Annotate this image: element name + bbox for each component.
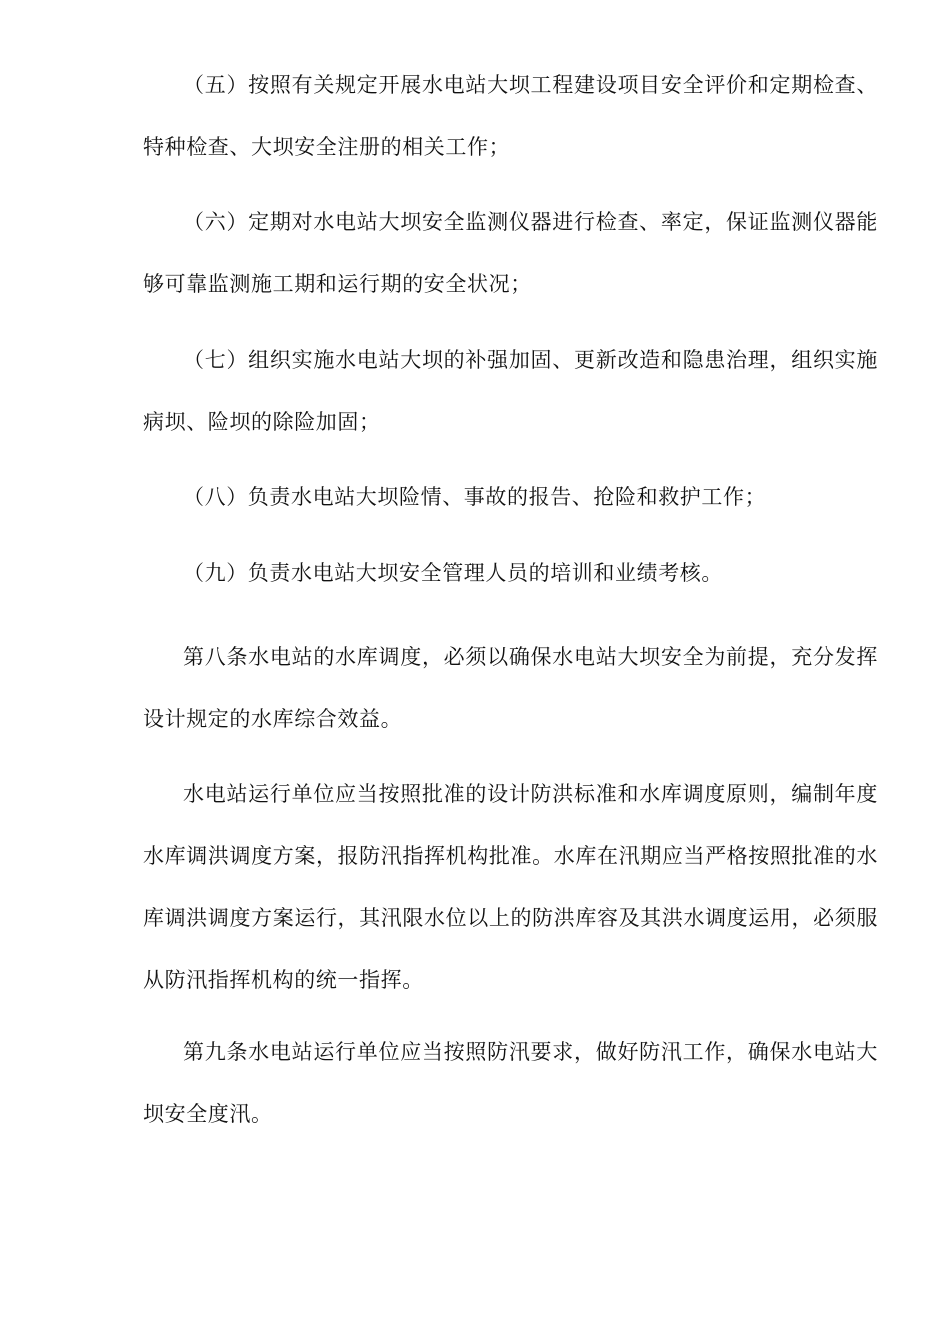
paragraph-article-8-detail: 水电站运行单位应当按照批准的设计防洪标准和水库调度原则，编制年度水库调洪调度方案，报防汛指挥机构批准。水库在汛期应当严格按照批准的水库调洪调度方案运行，其汛限水位以上的防洪库容及其洪水调度运用，必须服从防汛指挥机构的统一指挥。 <box>143 782 878 992</box>
paragraph-item-9: （九）负责水电站大坝安全管理人员的培训和业绩考核。 <box>183 561 723 585</box>
paragraph-item-6: （六）定期对水电站大坝安全监测仪器进行检查、率定，保证监测仪器能够可靠监测施工期和运行期的安全状况； <box>143 210 878 296</box>
paragraph-item-7: （七）组织实施水电站大坝的补强加固、更新改造和隐患治理，组织实施病坝、险坝的除险加固； <box>143 348 878 434</box>
paragraph-article-9: 第九条水电站运行单位应当按照防汛要求，做好防汛工作，确保水电站大坝安全度汛。 <box>143 1040 878 1126</box>
paragraph-article-8: 第八条水电站的水库调度，必须以确保水电站大坝安全为前提，充分发挥设计规定的水库综合效益。 <box>143 645 878 731</box>
paragraph-item-8: （八）负责水电站大坝险情、事故的报告、抢险和救护工作； <box>183 485 767 509</box>
paragraph-item-5: （五）按照有关规定开展水电站大坝工程建设项目安全评价和定期检查、特种检查、大坝安全注册的相关工作； <box>143 73 878 159</box>
